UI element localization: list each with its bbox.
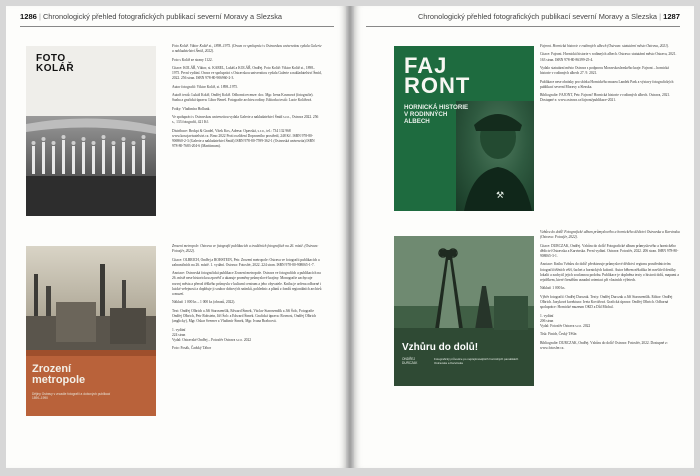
entry-paragraph: Anotace: Ostravská fotografická publikace Zrození metropole. Ostrava ve fotografiích a publikacích na 26. místě nese historickou zpověď a ukazuje proměny průmyslové krajiny. Monografie zachycuje rozvoj města a přerod těžkého průmyslu v kulturní centrum a jeho obyvatele. Kniha je určena odborné i laické veřejnosti a doplňuje ji soubor dobových snímků, pohlednic a plánů z fondů regionálních archivů a muzeí. — [172, 271, 322, 296]
book-gutter — [346, 6, 354, 468]
entry-paragraph: Citace: OLBRICH, Ondřej a ROHSTEIN, Petr. Zrození metropole: Ostrava ve fotografii publikacích a zahraničních na 26. místě. 1. vydání. Ostrava: Fotosfér, 2022. 224 stran. ISBN 978-80-908065-1-7. — [172, 257, 320, 267]
left-page-number: 1286 — [20, 12, 37, 21]
entry-paragraph: Náklad: 1 000 ks. — [540, 286, 566, 291]
book-entry-text-foto-kolar — [172, 44, 322, 153]
entry-heading: Zrození metropole: Ostrava ve fotografii publikacích a tradičních fotografiích na 26. místě. (Ostrava: Fotosfér, 2022). — [172, 244, 319, 254]
book-cover-fajront — [394, 46, 534, 211]
cover-title: Vzhůru do dolů! — [402, 342, 479, 353]
entry-paragraph: Fotky: Vladimíra Hollunk. — [172, 106, 211, 111]
entry-paragraph: Citace: KOLÁŘ, Viktor, st. KAREL, Lukáš a KOLÁŘ, Ondřej. Foto Kolář: Viktor Kolář st., 1898–1975. První vydání. Orava ve spolupráci s Ostravskou univerzitou vydala Galerie a nakladatelství Šmíd, 2022. 256 stran. ISBN 978-80-906960-2-3. — [172, 65, 322, 81]
entry-paragraph: Foto s Kolář ze strany 1122. — [172, 57, 213, 62]
entry-heading: Foto Kolář. Viktor Kolář st., 1898–1975. (Orava ve spolupráci s Ostravskou univerzitou vydala Galerie a nakladatelství Šmíd, 2022). — [172, 44, 322, 54]
gymnasts-illustration — [26, 116, 156, 216]
entry-paragraph: Citace: DURCZAK, Ondřej. Vzhůru do dolů! Fotografické album průmyslového a hornického dědictví Ostravska a Karvinska. První vydání. Ostrava: Fotosfér, 2022. 206 stran. ISBN 978-80-908065-3-1. — [540, 243, 679, 258]
entry-paragraph: Autoři textů: Lukáš Kolář, Ondřej Kolář. Odborná recenze: doc. Mgr. Irena Kosmová (fotografie). Sazba a grafická úprava: Libor Beneš. Fotografie archivu rodiny. Editorka textů: Lucie Kolářová. — [172, 93, 314, 103]
right-page-number: 1287 — [663, 12, 680, 21]
book-entry-text-zrozeni-metropole — [172, 244, 322, 355]
right-running-title: Chronologický přehled fotografických publikací severní Moravy a Slezska — [417, 12, 658, 21]
cover-subtitle: Fotografický průvodce po nejzajímavějších hornických památkách Ostravska a Karvinska — [434, 357, 519, 365]
book-cover-zrozeni-metropole — [26, 246, 156, 416]
entry-paragraph: Publikace nese obrázky pro sbírku Hornického muzea Landek Park a výstavy fotografických publikací severní Moravy a Slezska. — [540, 79, 674, 89]
book-entry-text-vzhuru-do-dolu — [540, 230, 680, 354]
cover-title: FOTO KOLÁŘ — [36, 53, 75, 74]
entry-paragraph: Náklad: 1 000 ks – 1 000 ks (obrazů, 2022). — [172, 300, 236, 305]
hammer-pick-logo-icon: ⚒ — [496, 191, 505, 201]
entry-paragraph: Vydalo statutární město Ostrava s podporou Moravskoslezského kraje. Fajront – hornická historie v rodinných albech 27. 9. 2021. — [540, 65, 669, 76]
left-running-head: 1286 | Chronologický přehled fotografických publikací severní Moravy a Slezska — [20, 12, 283, 21]
entry-paragraph: Citace: Fajront. Hornická historie v rodinných albech. Ostrava: statutární město Ostrava, 2021. 163 stran. ISBN 978-80-86399-25-4. — [540, 52, 677, 62]
book-entry-text-fajront — [540, 44, 680, 107]
left-header-rule — [20, 26, 334, 27]
book-cover-foto-kolar — [26, 46, 156, 216]
cover-author: ONDŘEJ DURCZAK — [402, 357, 418, 365]
entry-paragraph: Distribuce: Brokpt & Gradel, Vítek Kos, Adresa: Opavská, s.r.o., tel.: 734 132 968 www.kosojavisatelstvi.cz. Brno 2022 Proti rozlišení Dopravního prostředí, 248 Kč. ISBN 978-80-906960-2-3 (Galerie a nakladatelství Šmíd) ISBN 978-80-7599-362-1 (Ostravská univerzita) ISBN 978-80-7683-204-6 (Maritimum). — [172, 128, 315, 149]
entry-paragraph: Text: Ondřej Olbrich a Jiří Starosemšík, Edward Šimek, Václav Starosemšík a Jiří Šolc, Fotografie Ondřej Olbrich, Petr Rohstein, Jiří Šolc a Edward Šimek. Grafická úprava: Rovnost, Ondřej Olbrich (anglicky), Mgr. Oskar Sverner a Vladimír Šimek, Mgr. Ivana Brabcová. — [172, 308, 317, 324]
left-running-title: Chronologický přehled fotografických publikací severní Moravy a Slezska — [42, 12, 283, 21]
cover-subtitle: HORNICKÁ HISTORIE V RODINNÝCH ALBECH — [404, 104, 469, 125]
cover-subtitle: Dějiny Ostravy v zrcadle fotografií a dobových publikací 1890–1990 — [32, 392, 111, 400]
entry-paragraph: Výběr fotografií: Ondřej Durczak. Texty: Ondřej Durczak a Jiří Starosemšík. Editor: Ondřej Olbrich. Jazyková korektura: Iveta Kovářová. Grafická úprava: Ondřej Olbrich. Odborná spolupráce: Hornické muzeum OKD a Důl Michal. — [540, 294, 673, 310]
entry-paragraph: Anotace: Kniha Vzhůru do dolů! představuje průmyslové dědictví regionu prostřednictvím fotografií těžních věží, šachet a hornických kolonií. Autor během několika let navštívil desítky lokalit a zachytil jejich současnou podobu. Publikace je doplněna texty o historii dolů, mapami a rejstříkem, které čtenářům usnadní orientaci při vlastních výletech. — [540, 262, 679, 282]
right-header-rule — [366, 26, 680, 27]
entry-paragraph: 1. vydání 206 stran Vydal: Fotosfér Ostrava s.r.o. 2022 — [540, 313, 591, 328]
cover-title: FAJ RONT — [404, 53, 471, 98]
entry-paragraph: 1. vydání 224 stran Vydal: Ostravské Ondřej – Fotosfér Ostrava s.r.o. 2022 — [172, 327, 252, 342]
entry-paragraph: Tisk: Finidr, Český Těšín — [540, 332, 577, 337]
right-page — [354, 6, 694, 468]
left-page — [6, 6, 346, 468]
entry-paragraph: Autor fotografií: Viktor Kolář, st. 1898–1975. — [172, 84, 238, 89]
entry-heading: Vzhůru do dolů! Fotografické album průmyslového a hornického dědictví Ostravska a Karvinska (Ostrava: Fotosfér, 2022). — [540, 230, 680, 240]
industrial-skyline-illustration — [26, 246, 156, 416]
entry-paragraph: Bibliografie: FAJONT, Petr. Fajront! Hornická historie v rodinných albech. Ostrava, 2021. Dostupné z: www.ostrava.cz/fajront/publikace-2021. — [540, 93, 671, 103]
entry-paragraph: Foto: Fosák, Čadský Tábor — [172, 346, 212, 351]
entry-heading: Fajront. Hornická historie v rodinných albech (Ostrava: statutární město Ostrava, 2021). — [540, 44, 669, 48]
entry-paragraph: Bibliografie: DURCZAK, Ondřej. Vzhůru do dolů! Ostrava: Fotosfér, 2022. Dostupné z: www.fotosfer.cz. — [540, 340, 668, 350]
book-cover-vzhuru-do-dolu — [394, 236, 534, 386]
right-running-head: Chronologický přehled fotografických publikací severní Moravy a Slezska | 1287 — [417, 12, 680, 21]
cover-title: Zrození metropole — [32, 363, 86, 386]
entry-paragraph: Ve spolupráci s Ostravskou univerzitou vydala Galerie a nakladatelství Šmíd s.r.o., Ostrava 2022. 256 s., 133 fotografií, 421 Kč. — [172, 115, 319, 125]
